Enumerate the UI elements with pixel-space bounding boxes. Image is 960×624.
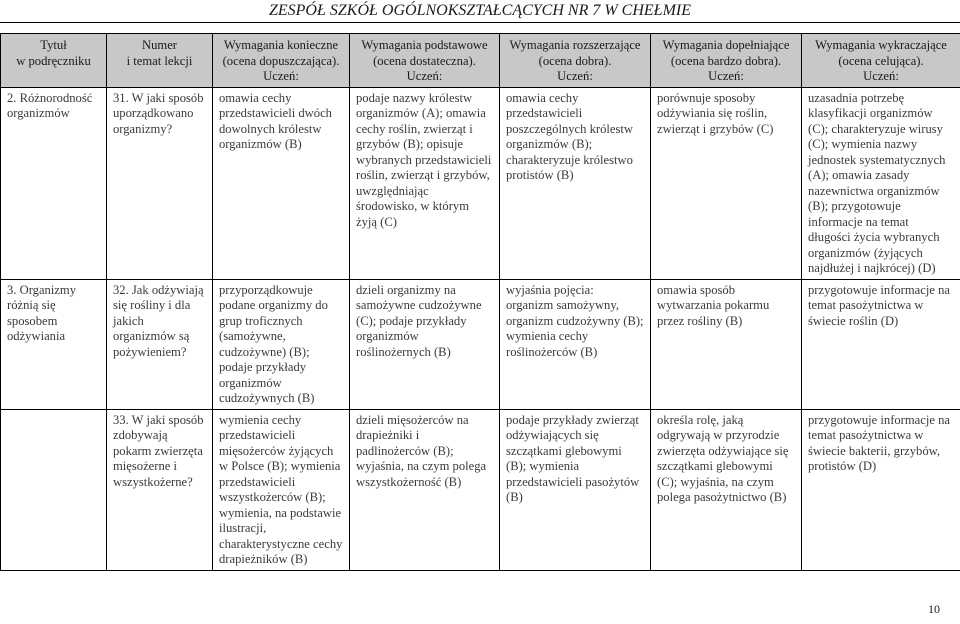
- school-name: ZESPÓŁ SZKÓŁ OGÓLNOKSZTAŁCĄCYCH NR 7 W CHEŁMIE: [268, 2, 691, 19]
- document-header: [0, 0, 960, 22]
- cell-title: [1, 409, 107, 570]
- header-divider: [0, 22, 960, 23]
- column-header-line: (ocena bardzo dobra).: [670, 53, 782, 68]
- cell-complementary: porównuje sposoby odżywiania się roślin, zwierząt i grzybów (C): [651, 87, 802, 279]
- cell-basic: dzieli organizmy na samożywne cudzożywne (C); podaje przykłady organizmów roślinożernych (B): [350, 279, 500, 409]
- column-header-required: [213, 34, 350, 88]
- column-header-line: i temat lekcji: [126, 53, 193, 68]
- column-header-extended: [500, 34, 651, 88]
- column-header-line: Numer: [142, 38, 177, 52]
- cell-required: wymienia cechy przedstawicieli mięsożerców żyjących w Polsce (B); wymienia przedstawicieli wszystkożerców (B); wymienia, na podstawie ilustracji, charakterystyczne cechy drapieżników (B): [213, 409, 350, 570]
- column-header-line: Uczeń:: [557, 69, 593, 83]
- cell-title: 3. Organizmy różnią się sposobem odżywiania: [1, 279, 107, 409]
- column-header-title: [1, 34, 107, 88]
- column-header-line: Wymagania rozszerzające: [509, 38, 641, 52]
- table-row: [1, 409, 960, 570]
- cell-exceeding: przygotowuje informacje na temat pasożytnictwa w świecie bakterii, grzybów, protistów (D): [802, 409, 960, 570]
- cell-complementary: określa rolę, jaką odgrywają w przyrodzie zwierzęta odżywiające się szczątkami glebowymi (C); wyjaśnia, na czym polega pasożytnictwo (B): [651, 409, 802, 570]
- column-header-line: Uczeń:: [708, 69, 744, 83]
- cell-extended: omawia cechy przedstawicieli poszczególnych królestw organizmów (B); charakteryzuje królestwo protistów (B): [500, 87, 651, 279]
- column-header-line: Uczeń:: [263, 69, 299, 83]
- page-number: 10: [928, 602, 940, 616]
- requirements-table: [0, 33, 960, 571]
- column-header-line: (ocena celująca).: [838, 53, 924, 68]
- column-header-lesson: [107, 34, 213, 88]
- table-row: [1, 279, 960, 409]
- cell-lesson: 33. W jaki sposób zdobywają pokarm zwierzęta mięsożerne i wszystkożerne?: [107, 409, 213, 570]
- cell-exceeding: przygotowuje informacje na temat pasożytnictwa w świecie roślin (D): [802, 279, 960, 409]
- cell-required: przyporządkowuje podane organizmy do grup troficznych (samożywne, cudzożywne) (B); podaje przykłady organizmów cudzożywnych (B): [213, 279, 350, 409]
- column-header-exceeding: [802, 34, 960, 88]
- column-header-basic: [350, 34, 500, 88]
- cell-lesson: 31. W jaki sposób uporządkowano organizmy?: [107, 87, 213, 279]
- cell-complementary: omawia sposób wytwarzania pokarmu przez rośliny (B): [651, 279, 802, 409]
- column-header-complementary: [651, 34, 802, 88]
- column-header-line: Uczeń:: [863, 69, 899, 83]
- column-header-line: (ocena dopuszczająca).: [222, 53, 340, 68]
- column-header-line: Wymagania podstawowe: [361, 38, 488, 52]
- column-header-line: Uczeń:: [406, 69, 443, 83]
- cell-extended: podaje przykłady zwierząt odżywiających się szczątkami glebowymi (B); wymienia przedstawicieli pasożytów (B): [500, 409, 651, 570]
- cell-required: omawia cechy przedstawicieli dwóch dowolnych królestw organizmów (B): [213, 87, 350, 279]
- column-header-line: Wymagania wykraczające: [815, 38, 947, 52]
- column-header-line: Tytuł: [40, 38, 67, 52]
- table-row: [1, 87, 960, 279]
- cell-exceeding: uzasadnia potrzebę klasyfikacji organizmów (C); charakteryzuje wirusy (C); wymienia nazwy jednostek systematycznych (A); omawia zasady nazewnictwa organizmów (B); przygotowuje informacje na temat długości życia wybranych organizmów (żyjących najdłużej i najkrócej) (D): [802, 87, 960, 279]
- cell-basic: dzieli mięsożerców na drapieżniki i padlinożerców (B); wyjaśnia, na czym polega wszystkożerność (B): [350, 409, 500, 570]
- column-header-line: Wymagania konieczne: [223, 38, 339, 52]
- column-header-line: Wymagania dopełniające: [662, 38, 790, 52]
- column-header-line: (ocena dostateczna).: [373, 53, 476, 68]
- column-header-line: w podręczniku: [16, 53, 91, 68]
- cell-basic: podaje nazwy królestw organizmów (A); omawia cechy roślin, zwierząt i grzybów (B); opisuje wybranych przedstawicieli roślin, zwierząt i grzybów, uwzględniając środowisko, w którym żyją (C): [350, 87, 500, 279]
- column-header-line: (ocena dobra).: [538, 53, 612, 68]
- cell-extended: wyjaśnia pojęcia: organizm samożywny, organizm cudzożywny (B); wymienia cechy roślinożerców (B): [500, 279, 651, 409]
- table-header-row: [1, 34, 960, 88]
- cell-title: 2. Różnorodność organizmów: [1, 87, 107, 279]
- cell-lesson: 32. Jak odżywiają się rośliny i dla jakich organizmów są pożywieniem?: [107, 279, 213, 409]
